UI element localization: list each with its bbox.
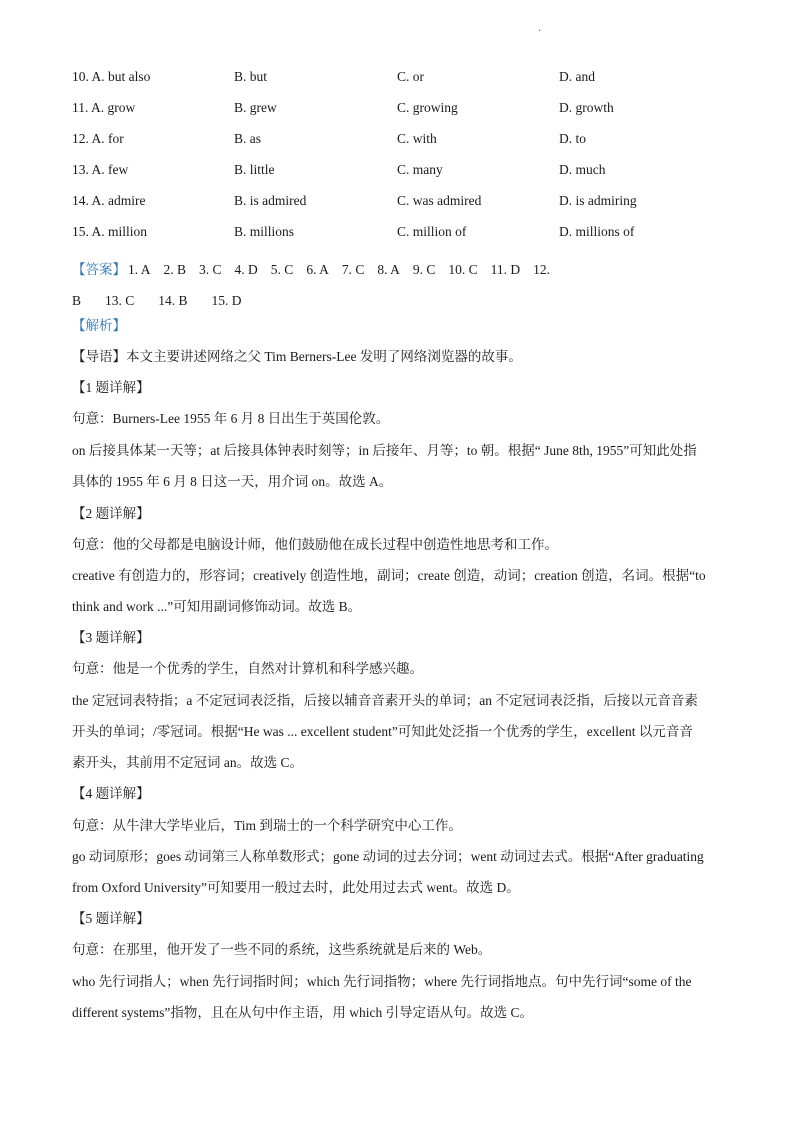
option-a: 13. A. few <box>72 162 129 177</box>
option-c: C. million of <box>397 224 467 239</box>
analysis-heading: 【解析】 <box>72 318 126 333</box>
option-b: B. as <box>234 131 261 146</box>
option-d: D. to <box>559 131 586 146</box>
guide-text: 【导语】本文主要讲述网络之父 Tim Berners-Lee 发明了网络浏览器的故事。 <box>72 349 522 364</box>
option-d: D. and <box>559 69 595 84</box>
q4-explanation-line: go 动词原形；goes 动词第三人称单数形式；gone 动词的过去分词；went 动词过去式。根据“After graduating <box>72 849 704 864</box>
answer-item: 8. A <box>377 262 400 277</box>
answer-line <box>72 254 722 285</box>
answer-line <box>72 285 722 316</box>
q3-explanation-line: 素开头，其前用不定冠词 an。故选 C。 <box>72 755 303 770</box>
q1-explanation-line: 具体的 1955 年 6 月 8 日这一天，用介词 on。故选 A。 <box>72 474 393 489</box>
option-a: 11. A. grow <box>72 100 136 115</box>
q2-meaning: 句意：他的父母都是电脑设计师，他们鼓励他在成长过程中创造性地思考和工作。 <box>72 537 558 552</box>
option-b: B. but <box>234 69 268 84</box>
q3-explanation-line: 开头的单词；/零冠词。根据“He was ... excellent student”可知此处泛指一个优秀的学生，excellent 以元音音 <box>72 724 693 739</box>
q2-title: 【2 题详解】 <box>72 506 150 521</box>
answer-item: 10. C <box>448 262 478 277</box>
option-a: 15. A. million <box>72 224 148 239</box>
answer-item: 1. A <box>128 262 151 277</box>
option-d: D. growth <box>559 100 614 115</box>
answer-label: 【答案】 <box>72 262 126 277</box>
answer-item: 9. C <box>412 262 436 277</box>
option-b: B. little <box>234 162 275 177</box>
option-d: D. millions of <box>559 224 635 239</box>
q3-meaning: 句意：他是一个优秀的学生，自然对计算机和科学感兴趣。 <box>72 661 423 676</box>
q1-explanation-line: on 后接具体某一天等；at 后接具体钟表时刻等；in 后接年、月等；to 朝。根据“ June 8th, 1955”可知此处指 <box>72 443 697 458</box>
option-c: C. with <box>397 131 437 146</box>
option-a: 10. A. but also <box>72 69 151 84</box>
option-a: 14. A. admire <box>72 193 146 208</box>
q4-explanation-line: from Oxford University”可知要用一般过去时，此处用过去式 went。故选 D。 <box>72 880 520 895</box>
option-c: C. many <box>397 162 443 177</box>
q5-explanation-line: different systems”指物，且在从句中作主语，用 which 引导定语从句。故选 C。 <box>72 1005 533 1020</box>
answer-section <box>72 254 722 316</box>
q4-title: 【4 题详解】 <box>72 786 150 801</box>
option-c: C. was admired <box>397 193 482 208</box>
q2-explanation-line: think and work ...”可知用副词修饰动词。故选 B。 <box>72 599 362 614</box>
q1-title: 【1 题详解】 <box>72 380 150 395</box>
option-a: 12. A. for <box>72 131 124 146</box>
option-c: C. or <box>397 69 424 84</box>
q2-explanation-line: creative 有创造力的，形容词；creatively 创造性地，副词；create 创造，动词；creation 创造，名词。根据“to <box>72 568 706 583</box>
answer-item: 11. D <box>490 262 521 277</box>
answer-item: 7. C <box>341 262 365 277</box>
answer-item: 6. A <box>306 262 329 277</box>
answer-item: 12. <box>533 262 551 277</box>
header-mark: · <box>538 26 542 37</box>
option-b: B. millions <box>234 224 295 239</box>
answer-item: 13. C <box>105 293 135 308</box>
option-b: B. is admired <box>234 193 307 208</box>
option-c: C. growing <box>397 100 458 115</box>
q1-meaning: 句意：Burners-Lee 1955 年 6 月 8 日出生于英国伦敦。 <box>72 411 390 426</box>
answer-item: 3. C <box>199 262 222 277</box>
option-b: B. grew <box>234 100 277 115</box>
q5-title: 【5 题详解】 <box>72 911 150 926</box>
answer-item: 4. D <box>234 262 258 277</box>
q4-meaning: 句意：从牛津大学毕业后，Tim 到瑞士的一个科学研究中心工作。 <box>72 818 462 833</box>
q5-explanation-line: who 先行词指人；when 先行词指时间；which 先行词指物；where 先行词指地点。句中先行词“some of the <box>72 974 692 989</box>
answer-item: B <box>72 293 82 308</box>
answer-item: 5. C <box>270 262 294 277</box>
answer-item: 14. B <box>158 293 188 308</box>
q3-explanation-line: the 定冠词表特指；a 不定冠词表泛指，后接以辅音音素开头的单词；an 不定冠词表泛指，后接以元音音素 <box>72 693 698 708</box>
q5-meaning: 句意：在那里，他开发了一些不同的系统，这些系统就是后来的 Web。 <box>72 942 492 957</box>
answer-item: 15. D <box>211 293 242 308</box>
option-d: D. much <box>559 162 606 177</box>
answer-item: 2. B <box>163 262 187 277</box>
q3-title: 【3 题详解】 <box>72 630 150 645</box>
option-d: D. is admiring <box>559 193 637 208</box>
